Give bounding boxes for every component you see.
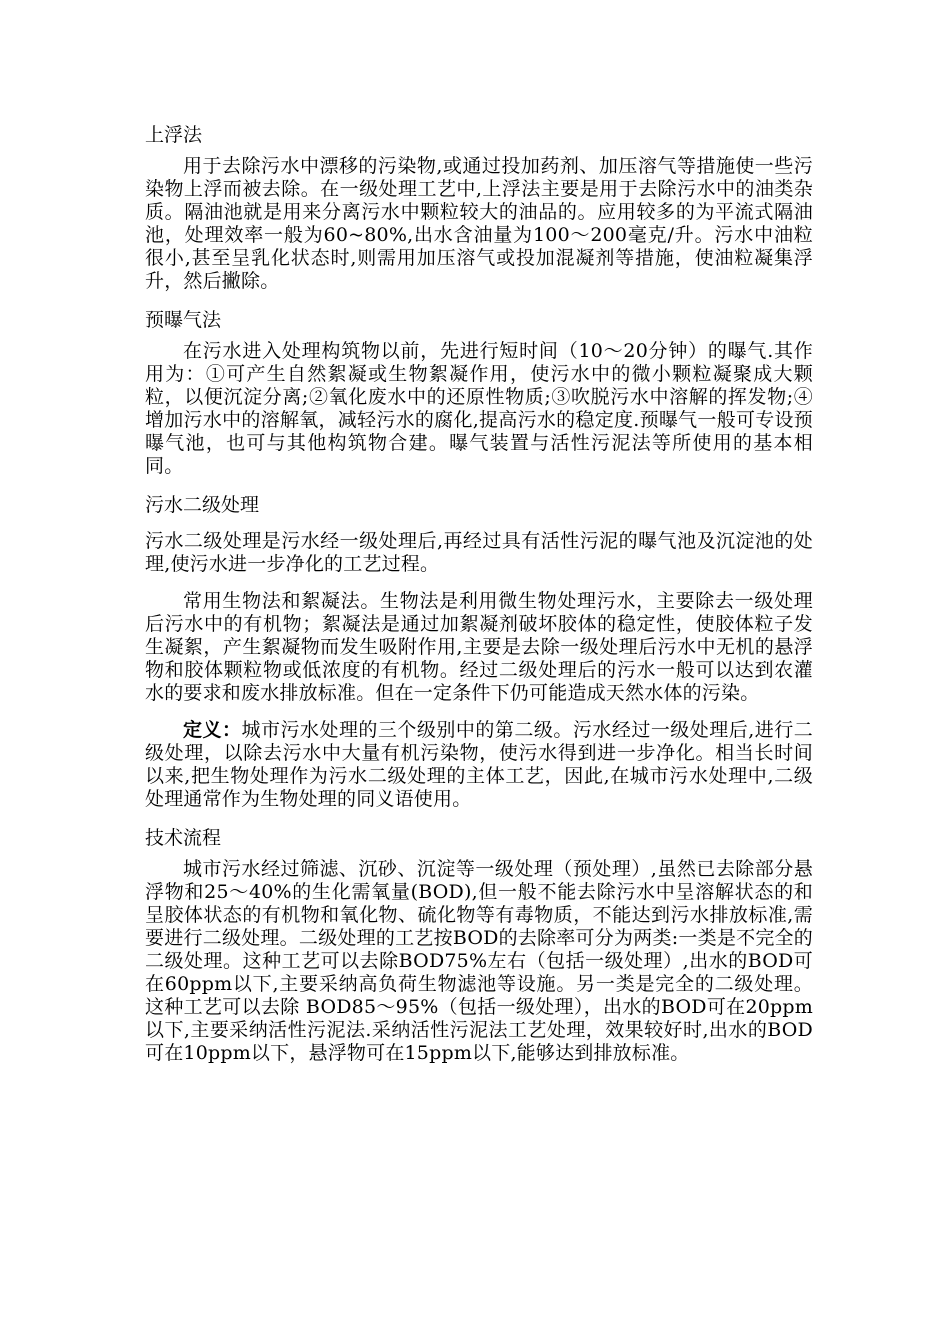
paragraph-definition	[145, 719, 813, 811]
paragraph-flotation: 用于去除污水中漂移的污染物,或通过投加药剂、加压溶气等措施使一些污染物上浮而被去除。在一级处理工艺中,上浮法主要是用于去除污水中的油类杂质。隔油池就是用来分离污水中颗粒较大的油品的。应用较多的为平流式隔油池，处理效率一般为60~80%,出水含油量为100～200毫克/升。污水中油粒很小,甚至呈乳化状态时,则需用加压溶气或投加混凝剂等措施，使油粒凝集浮升，然后撇除。	[145, 155, 813, 292]
document-page	[145, 122, 813, 1079]
section-title-process-flow: 技术流程	[145, 827, 222, 849]
paragraph-secondary-methods: 常用生物法和絮凝法。生物法是利用微生物处理污水，主要除去一级处理后污水中的有机物；絮凝法是通过加絮凝剂破坏胶体的稳定性，使胶体粒子发生凝絮，产生絮凝物而发生吸附作用,主要是去除一级处理后污水中无机的悬浮物和胶体颗粒物或低浓度的有机物。经过二级处理后的污水一般可以达到农灌水的要求和废水排放标准。但在一定条件下仍可能造成天然水体的污染。	[145, 590, 813, 704]
paragraph-process-flow: 城市污水经过筛滤、沉砂、沉淀等一级处理（预处理）,虽然已去除部分悬浮物和25～40%的生化需氧量(BOD),但一般不能去除污水中呈溶解状态的和呈胶体状态的有机物和氧化物、硫化物等有毒物质，不能达到污水排放标准,需要进行二级处理。二级处理的工艺按BOD的去除率可分为两类:一类是不完全的二级处理。这种工艺可以去除BOD75%左右（包括一级处理）,出水的BOD可在60ppm以下,主要采纳高负荷生物滤池等设施。另一类是完全的二级处理。这种工艺可以去除 BOD85～95%（包括一级处理），出水的BOD可在20ppm以下,主要采纳活性污泥法.采纳活性污泥法工艺处理，效果较好时,出水的BOD可在10ppm以下，悬浮物可在15ppm以下,能够达到排放标准。	[145, 858, 813, 1064]
section-title-pre-aeration: 预曝气法	[145, 309, 222, 331]
definition-label: 定义：	[183, 719, 242, 741]
definition-text: 城市污水处理的三个级别中的第二级。污水经过一级处理后,进行二级处理，以除去污水中大量有机污染物，使污水得到进一步净化。相当长时间以来,把生物处理作为污水二级处理的主体工艺，因此,在城市污水处理中,二级处理通常作为生物处理的同义语使用。	[145, 719, 813, 810]
section-title-secondary-treatment: 污水二级处理	[145, 494, 260, 516]
section-title-flotation: 上浮法	[145, 124, 203, 146]
paragraph-secondary-intro: 污水二级处理是污水经一级处理后,再经过具有活性污泥的曝气池及沉淀池的处理,使污水进一步净化的工艺过程。	[145, 530, 813, 575]
paragraph-pre-aeration: 在污水进入处理构筑物以前，先进行短时间（10～20分钟）的曝气.其作用为：①可产生自然絮凝或生物絮凝作用，使污水中的微小颗粒凝聚成大颗粒，以便沉淀分离;②氧化废水中的还原性物质;③吹脱污水中溶解的挥发物;④增加污水中的溶解氧，减轻污水的腐化,提高污水的稳定度.预曝气一般可专设预曝气池，也可与其他构筑物合建。曝气装置与活性污泥法等所使用的基本相同。	[145, 340, 813, 477]
